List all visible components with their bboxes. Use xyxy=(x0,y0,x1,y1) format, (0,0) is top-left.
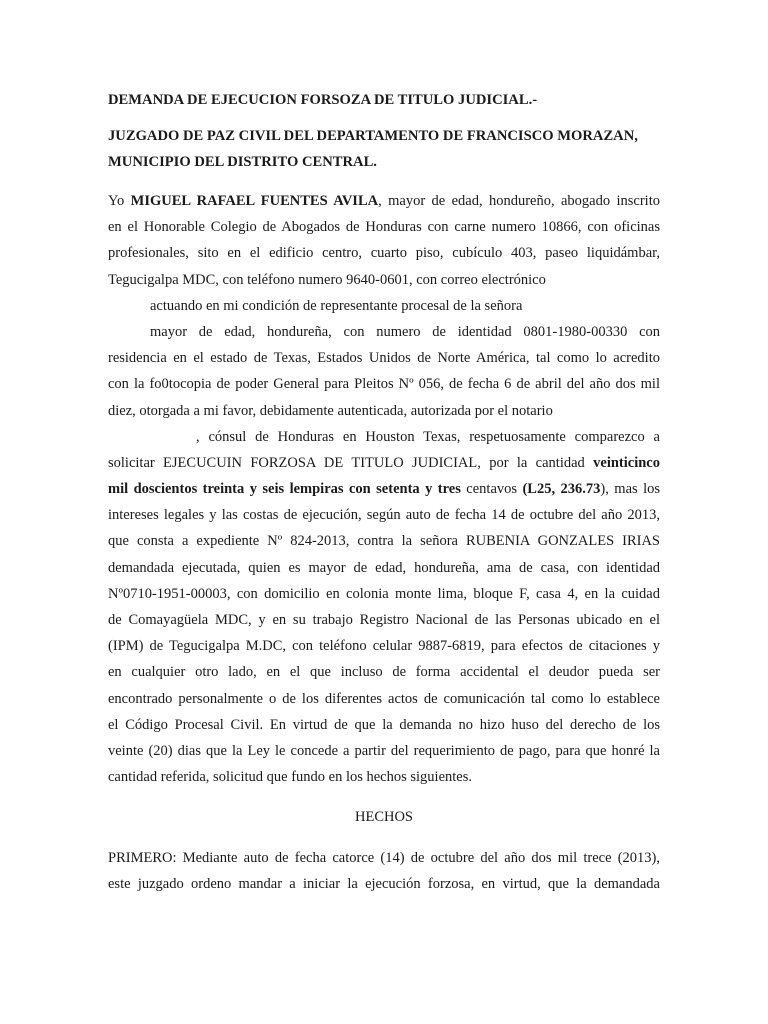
paragraph-line: Nº0710-1951-00003, con domicilio en colonia monte lima, bloque F, casa 4, en la cuidad xyxy=(108,585,660,602)
text-run: centavos xyxy=(460,481,523,498)
amount-figure: (L25, 236.73 xyxy=(522,481,601,498)
court-heading-line-1: JUZGADO DE PAZ CIVIL DEL DEPARTAMENTO DE FRANCISCO MORAZAN, xyxy=(108,128,638,144)
paragraph-line: veinte (20) dias que la Ley le concede a partir del requerimiento de pago, para que honré la xyxy=(108,742,660,759)
hechos-heading: HECHOS xyxy=(354,809,413,826)
court-heading-line-2: MUNICIPIO DEL DISTRITO CENTRAL. xyxy=(108,154,377,170)
text-run: Yo xyxy=(108,193,131,209)
spacer xyxy=(108,790,660,804)
petition-paragraph xyxy=(108,188,660,897)
paragraph-line: mayor de edad, hondureña, con numero de identidad 0801-1980-00330 con xyxy=(150,323,660,340)
attorney-name: MIGUEL RAFAEL FUENTES AVILA xyxy=(130,193,379,209)
paragraph-line: con la fo0tocopia de poder General para Pleitos Nº 056, de fecha 6 de abril del año dos mil xyxy=(108,376,660,393)
paragraph-line: de Comayagüela MDC, y en su trabajo Registro Nacional de las Personas ubicado en el xyxy=(108,612,660,628)
paragraph-line: el Código Procesal Civil. En virtud de que la demanda no hizo huso del derecho de los xyxy=(108,716,660,733)
text-run: , mayor de edad, hondureño, abogado inscrito xyxy=(378,193,660,209)
paragraph-line: cantidad referida, solicitud que fundo en los hechos siguientes. xyxy=(108,769,473,786)
paragraph-line: en el Honorable Colegio de Abogados de Honduras con carne numero 10866, con oficinas xyxy=(108,219,660,236)
text-run: ), mas los xyxy=(600,481,661,498)
paragraph-line: actuando en mi condición de representante procesal de la señora xyxy=(150,297,523,314)
paragraph-line: encontrado personalmente o de los diferentes actos de comunicación tal como lo establece xyxy=(108,690,660,707)
spacer xyxy=(108,831,660,845)
paragraph-line: demandada ejecutada, quien es mayor de edad, hondureña, ama de casa, con identidad xyxy=(108,559,660,576)
paragraph-line: profesionales, sito en el edificio centro, cuarto piso, cubículo 403, paseo liquidámbar, xyxy=(108,245,660,262)
paragraph-line xyxy=(108,476,660,502)
amount-words: mil doscientos treinta y seis lempiras con setenta y tres xyxy=(108,481,461,498)
text-run: solicitar EJECUCUIN FORZOSA DE TITULO JUDICIAL, por la cantidad xyxy=(108,454,594,471)
paragraph-line: que consta a expediente Nº 824-2013, contra la señora RUBENIA GONZALES IRIAS xyxy=(108,533,660,550)
paragraph-line: (IPM) de Tegucigalpa M.DC, con teléfono celular 9887-6819, para efectos de citaciones y xyxy=(108,638,660,655)
paragraph-line: residencia en el estado de Texas, Estados Unidos de Norte América, tal como lo acredito xyxy=(108,350,660,367)
paragraph-line: Tegucigalpa MDC, con teléfono numero 9640-0601, con correo electrónico xyxy=(108,271,546,288)
paragraph-line: , cónsul de Honduras en Houston Texas, respetuosamente comparezco a xyxy=(196,428,660,445)
paragraph-line: intereses legales y las costas de ejecución, según auto de fecha 14 de octubre del año 2013, xyxy=(108,507,660,524)
document-title: DEMANDA DE EJECUCION FORSOZA DE TITULO JUDICIAL.- xyxy=(108,92,538,108)
fact-line: este juzgado ordeno mandar a iniciar la ejecución forzosa, en virtud, que la demandada xyxy=(108,875,660,892)
paragraph-line: diez, otorgada a mi favor, debidamente autenticada, autorizada por el notario xyxy=(108,402,553,419)
fact-line: PRIMERO: Mediante auto de fecha catorce (14) de octubre del año dos mil trece (2013), xyxy=(108,849,660,866)
paragraph-line: en cualquier otro lado, en el que incluso de forma accidental el deudor pueda ser xyxy=(108,664,660,681)
paragraph-line xyxy=(108,450,660,476)
paragraph-line xyxy=(108,188,660,214)
amount-words: veinticinco xyxy=(593,454,660,471)
